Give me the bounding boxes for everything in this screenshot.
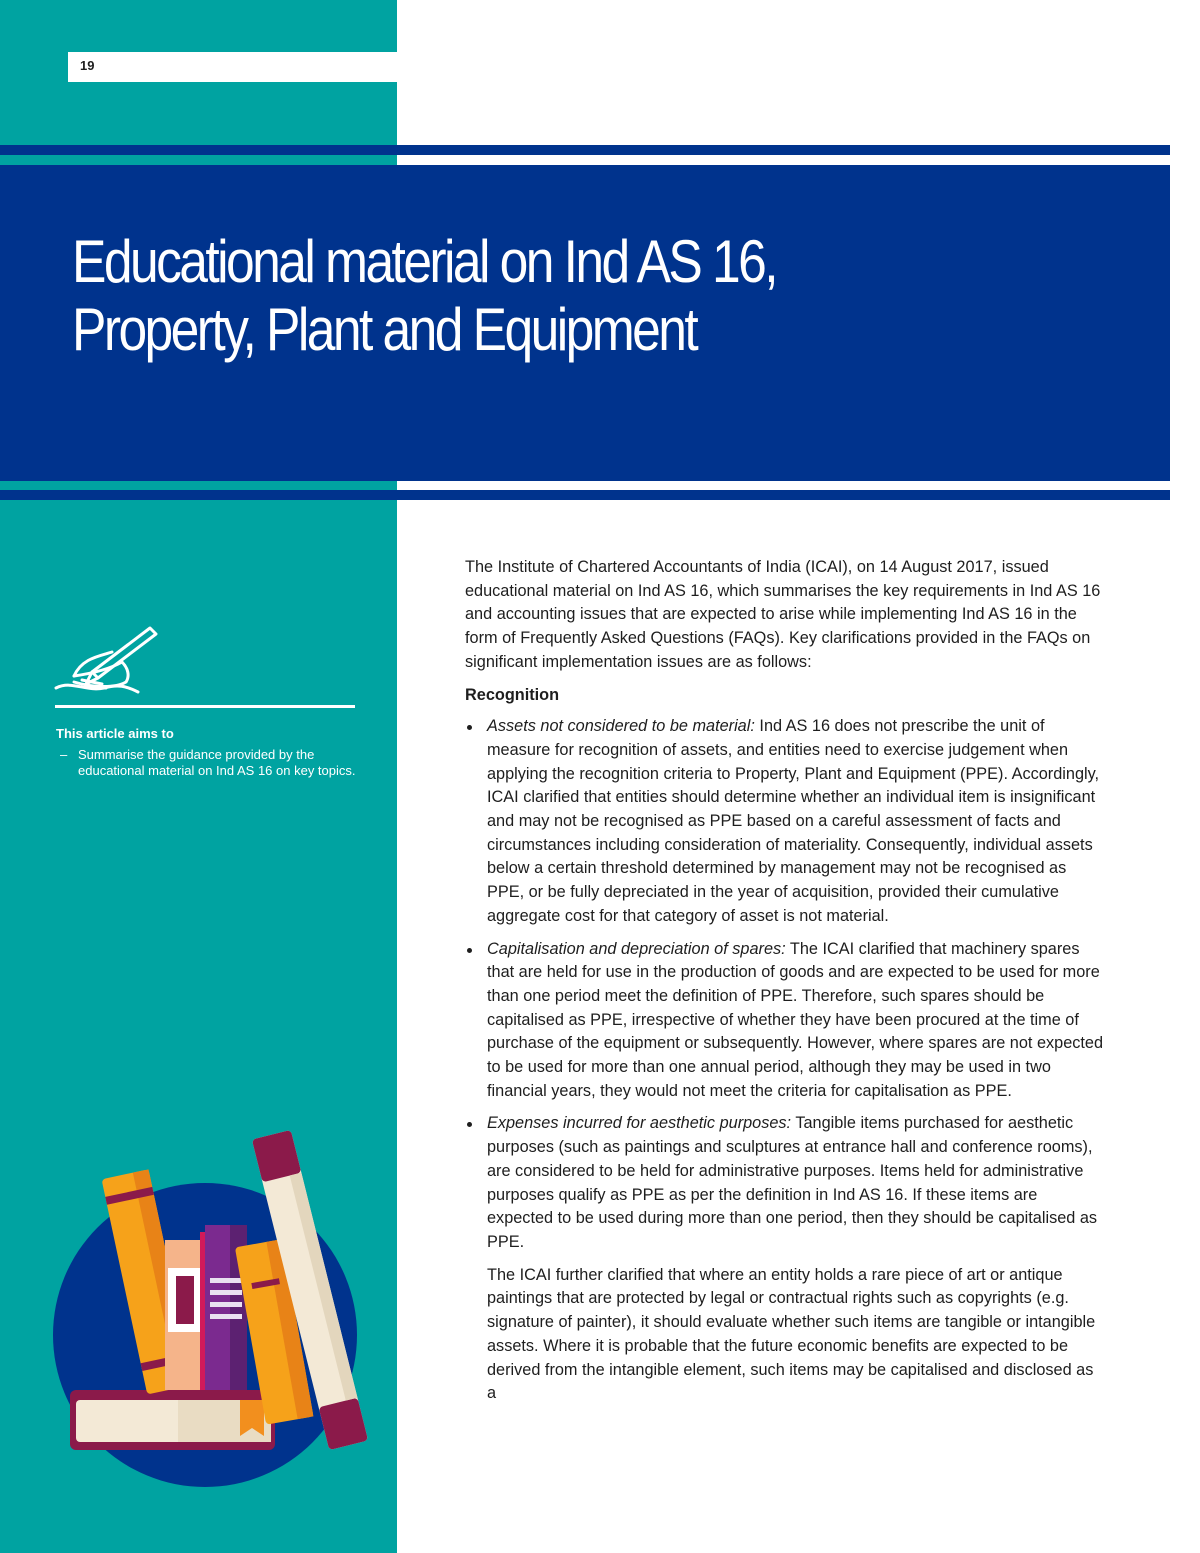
- article-aims: [56, 726, 356, 779]
- bullet-text: The ICAI clarified that machinery spares that are held for use in the production of goods and are expected to be used for more than one period meet the definition of PPE. Therefore, such spares should be capitalised as PPE, irrespective of whether they have been procured at the time of purchase of the equipment or subsequently. However, where spares are not expected to be used for more than one annual period, although they may be used in two financial years, they would not meet the criteria for capitalisation as PPE.: [487, 939, 1104, 1100]
- bullet-lead: Assets not considered to be material:: [487, 717, 755, 736]
- intro-paragraph: The Institute of Chartered Accountants of India (ICAI), on 14 August 2017, issued educational material on Ind AS 16, which summarises the key requirements in Ind AS 16 and accounting issues that are expected to arise while implementing Ind AS 16 in the form of Frequently Asked Questions (FAQs). Key clarifications provided in the FAQs on significant implementation issues are as follows:: [465, 558, 1101, 671]
- recognition-list: [465, 715, 1105, 1254]
- bullet-item: [465, 715, 1105, 928]
- title-line-2: Property, Plant and Equipment: [72, 296, 697, 363]
- page-title: [72, 228, 932, 364]
- bullet-item: [465, 1112, 1105, 1254]
- page-number: 19: [80, 58, 95, 73]
- page-number-bar: [68, 52, 397, 82]
- aims-list: [56, 747, 356, 779]
- section-heading-recognition: Recognition: [465, 685, 560, 704]
- aims-item: – Summarise the guidance provided by the educational material on Ind AS 16 on key topics.: [56, 747, 356, 779]
- stack-of-books-illustration: [40, 1110, 370, 1490]
- article-body: [465, 556, 1105, 1406]
- followup-paragraph: The ICAI further clarified that where an entity holds a rare piece of art or antique paintings that are protected by legal or contractual rights such as copyrights (e.g. signature of painter), it should evaluate whether such items are tangible or intangible assets. Where it is probable that the future economic benefits are expected to be derived from the intangible element, such items may be capitalised and disclosed as a: [487, 1265, 1096, 1403]
- pen-writing-icon: [52, 622, 162, 698]
- aims-divider: [55, 705, 355, 708]
- bottom-stripe: [0, 490, 1170, 500]
- top-stripe: [0, 145, 1170, 155]
- bullet-lead: Expenses incurred for aesthetic purposes:: [487, 1114, 792, 1133]
- bullet-text: Ind AS 16 does not prescribe the unit of measure for recognition of assets, and entities need to exercise judgement when applying the recognition criteria to Property, Plant and Equipment (PPE). Accordingly, ICAI clarified that entities should determine whether an individual item is insignificant and may not be recognised as PPE based on a careful assessment of facts and circumstances including consideration of materiality. Consequently, individual assets below a certain threshold determined by management may not be recognised as PPE, or be fully depreciated in the year of acquisition, provided their cumulative aggregate cost for that category of asset is not material.: [487, 717, 1100, 925]
- bullet-text: Tangible items purchased for aesthetic purposes (such as paintings and sculptures at entrance hall and conference rooms), are considered to be held for administrative purposes. Items held for administrative purposes qualify as PPE as per the definition in Ind AS 16. If these items are expected to be used during more than one period, then they should be capitalised as PPE.: [487, 1114, 1098, 1251]
- title-line-1: Educational material on Ind AS 16,: [72, 228, 777, 295]
- aims-heading: This article aims to: [56, 726, 174, 741]
- bullet-lead: Capitalisation and depreciation of spares:: [487, 939, 786, 958]
- bullet-item: [465, 938, 1105, 1104]
